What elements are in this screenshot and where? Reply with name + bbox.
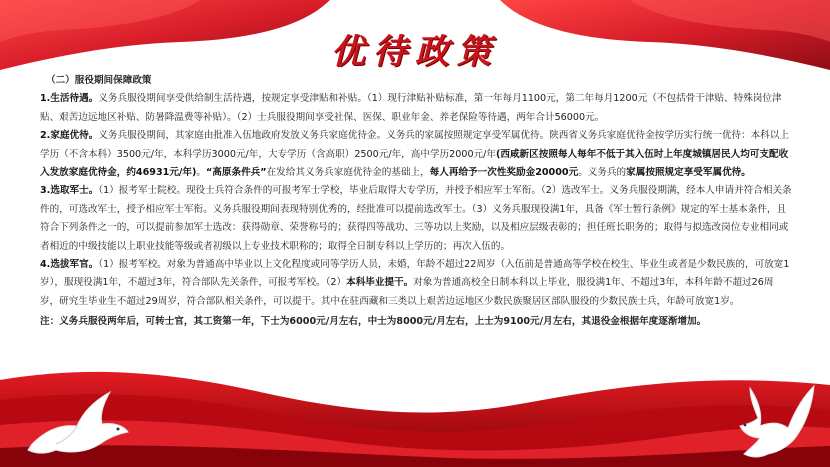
paragraph-text: （1）报考军校。对象为普通高中毕业以上文化程度或同等学历人员，未婚，年龄不超过22周岁（入伍前是普通高等学校在校生、毕业生或者是少数民族的，可放宽1岁），服现役满1年，不超过3年，符合部队先关条件，可报考军校。（2）	[40, 259, 790, 289]
paragraph-sergeant	[40, 182, 792, 256]
peace-dove-icon	[22, 384, 132, 459]
paragraph-text: （1）报考军士院校。现役士兵符合条件的可报考军士学校，毕业后取得大专学历，并授予相应军士军衔。（2）选改军士。义务兵服役期满，经本人申请并符合相关条件的，可选改军士，授予相应军士军衔。义务兵服役期间表现特别优秀的，经批准可以提前选改军士。（3）义务兵服现役满1年，具备《军士暂行条例》规定的军士基本条件，且符合下列条件之一的，可以提前参加军士选改：获得勋章、荣誉称号的；获得四等战功、三等功以上奖励，以及相应层级表彰的；担任班长职务的；取得与拟选改岗位专业相同或者相近的中级技能以上职业技能等级或者初级以上专业技术职称的；取得全日制专科以上学历的；再次入伍的。	[40, 185, 792, 252]
policy-content	[40, 72, 792, 332]
paragraph-lead: 3.选取军士。	[40, 185, 99, 197]
note	[40, 313, 792, 331]
paragraph-living	[40, 90, 792, 127]
paragraph-lead: 1.生活待遇。	[40, 93, 99, 105]
highlight-text: 本科毕业提干。	[346, 277, 414, 289]
paragraph-text: 义务兵服役期间享受供给制生活待遇，按规定享受津贴和补贴。（1）现行津贴补贴标准，第一年每月1100元，第二年每月1200元（不包括骨干津贴、特殊岗位津贴、艰苦边远地区补贴、防暑降温费等补贴）。（2）士兵服役期间享受社保、医保、职业年金、养老保险等待遇，两年合计56000元。	[40, 93, 782, 123]
highlight-text: “高原条件兵”	[205, 167, 267, 179]
paragraph-lead: 2.家庭优待。	[40, 130, 99, 142]
highlight-text: 每人再给予一次性奖励金20000元	[429, 167, 579, 179]
note-lead: 注：	[40, 316, 60, 328]
paragraph-family	[40, 127, 792, 182]
page-title: 优待政策	[331, 32, 499, 72]
paragraph-text: 。	[196, 167, 206, 179]
peace-dove-icon	[730, 378, 820, 463]
highlight-text: 家属按照规定享受军属优待。	[626, 167, 751, 179]
highlight-text: (西咸新区按照每人每年不低于其入伍时上年度城镇居民人均可支配收入发放家庭优待金，约46931元/年)	[40, 148, 789, 179]
paragraph-text: 在发给其义务兵家庭优待金的基础上，	[266, 167, 430, 179]
section-heading: （二）服役期间保障政策	[46, 75, 152, 86]
paragraph-text: 对象为普通高校全日制本科以上毕业，服役满1年、不超过3年，本科年龄不超过26周岁，研究生毕业生不超过29周岁，符合部队相关条件，可以提干。其中在驻西藏和三类以上艰苦边远地区少数民族聚居区部队服役的少数民族士兵，年龄可放宽1岁。	[40, 277, 774, 307]
paragraph-text: 。义务兵的	[578, 167, 627, 179]
paragraph-officer	[40, 256, 792, 311]
paragraph-lead: 4.选拔军官。	[40, 259, 99, 271]
paragraph-text: 义务兵服役期间，其家庭由批准入伍地政府发放义务兵家庭优待金。义务兵的家属按照规定享受军属优待。陕西省义务兵家庭优待金按学历实行统一优待：本科以上学历（不含本科）3500元/年，本科学历3000元/年，大专学历（含高职）2500元/年，高中学历2000元/年	[40, 130, 790, 160]
note-text: 义务兵服役两年后，可转士官，其工资第一年，下士为6000元/月左右，中士为8000元/月左右，上士为9100元/月左右，其退役金根据年度逐渐增加。	[59, 316, 707, 328]
